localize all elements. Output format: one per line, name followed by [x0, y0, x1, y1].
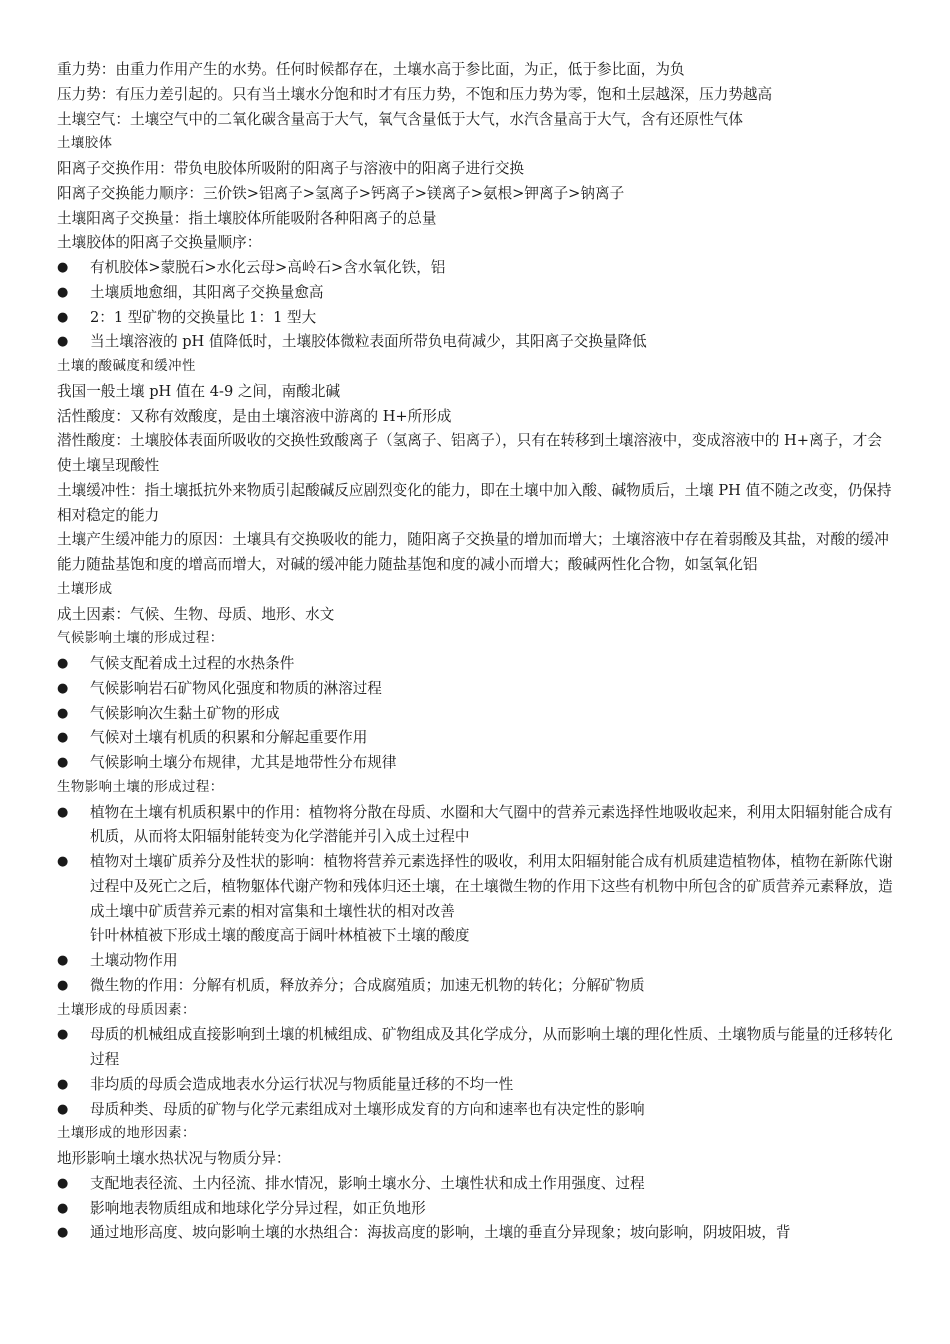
list-item	[57, 850, 895, 949]
bullet-icon: ●	[57, 1101, 69, 1117]
bullet-icon: ●	[57, 680, 69, 696]
list-item-text: 影响地表物质组成和地球化学分异过程，如正负地形	[90, 1199, 426, 1217]
list-item-text: 母质的机械组成直接影响到土壤的机械组成、矿物组成及其化学成分，从而影响土壤的理化性质、土壤物质与能量的迁移转化过程	[90, 1026, 893, 1068]
text-paragraph: 土壤产生缓冲能力的原因：土壤具有交换吸收的能力，随阳离子交换量的增加而增大；土壤溶液中存在着弱酸及其盐，对酸的缓冲能力随盐基饱和度的增高而增大，对碱的缓冲能力随盐基饱和度的减小而增大；酸碱两性化合物，如氢氧化铝	[57, 531, 889, 573]
list-item-text: 植物对土壤矿质养分及性状的影响：植物将营养元素选择性的吸收，利用太阳辐射能合成有机质建造植物体，植物在新陈代谢过程中及死亡之后，植物躯体代谢产物和残体归还土壤，在土壤微生物的作用下这些有机物中所包含的矿质营养元素释放，造成土壤中矿质营养元素的相对富集和土壤性状的相对改善	[90, 853, 893, 920]
list-item	[57, 1172, 895, 1197]
document-body	[57, 58, 895, 1246]
list-item-text: 气候影响岩石矿物风化强度和物质的淋溶过程	[90, 679, 382, 697]
bullet-list	[57, 1023, 895, 1122]
list-item-text: 植物在土壤有机质积累中的作用：植物将分散在母质、水圈和大气圈中的营养元素选择性地吸收起来，利用太阳辐射能合成有机质，从而将太阳辐射能转变为化学潜能并引入成土过程中	[90, 803, 893, 846]
list-item-text: 有机胶体>蒙脱石>水化云母>高岭石>含水氧化铁，铝	[90, 259, 446, 276]
list-item-text: 母质种类、母质的矿物与化学元素组成对土壤形成发育的方向和速率也有决定性的影响	[90, 1100, 645, 1118]
list-item	[57, 1221, 895, 1246]
list-item-text: 微生物的作用：分解有机质，释放养分；合成腐殖质；加速无机物的转化；分解矿物质	[90, 976, 645, 994]
subsection-heading: 土壤形成的地形因素：	[57, 1126, 196, 1142]
list-item	[57, 330, 895, 355]
list-item-text: 土壤质地愈细，其阳离子交换量愈高	[90, 283, 324, 301]
bullet-icon: ●	[57, 309, 69, 325]
list-item	[57, 702, 895, 727]
list-item-text: 气候影响土壤分布规律，尤其是地带性分布规律	[90, 754, 397, 771]
text-line: 阳离子交换能力顺序：三价铁>铝离子>氢离子>钙离子>镁离子>氨根>钾离子>钠离子	[57, 184, 625, 202]
bullet-list	[57, 1172, 895, 1246]
list-item	[57, 1197, 895, 1222]
bullet-icon: ●	[57, 284, 69, 300]
list-item-text: 2：1 型矿物的交换量比 1：1 型大	[90, 308, 317, 326]
list-item	[57, 1023, 895, 1073]
bullet-icon: ●	[57, 656, 69, 671]
bullet-icon: ●	[57, 953, 69, 968]
list-item-text: 支配地表径流、土内径流、排水情况，影响土壤水分、土壤性状和成土作用强度、过程	[90, 1174, 645, 1192]
text-line: 压力势：有压力差引起的。只有当土壤水分饱和时才有压力势，不饱和压力势为零，饱和土层越深，压力势越高	[57, 85, 773, 103]
bullet-icon: ●	[57, 260, 69, 275]
list-item	[57, 1073, 895, 1098]
bullet-icon: ●	[57, 1076, 69, 1092]
list-item	[57, 652, 895, 677]
bullet-icon: ●	[57, 854, 69, 869]
text-line: 阳离子交换作用：带负电胶体所吸附的阳离子与溶液中的阳离子进行交换	[57, 160, 525, 177]
section-heading: 土壤形成	[57, 581, 113, 597]
bullet-icon: ●	[57, 804, 69, 820]
bullet-list	[57, 801, 895, 999]
list-item-text: 当土壤溶液的 pH 值降低时，土壤胶体微粒表面所带负电荷减少，其阳离子交换量降低	[90, 333, 647, 351]
bullet-icon: ●	[57, 1200, 69, 1216]
text-line: 地形影响土壤水热状况与物质分异：	[57, 1150, 291, 1167]
text-paragraph: 潜性酸度：土壤胶体表面所吸收的交换性致酸离子（氢离子、铝离子），只有在转移到土壤溶液中，变成溶液中的 H+离子，才会使土壤呈现酸性	[57, 432, 882, 474]
section-heading: 土壤胶体	[57, 136, 113, 152]
list-item	[57, 726, 895, 751]
text-line: 土壤胶体的阳离子交换量顺序：	[57, 234, 262, 252]
text-line: 土壤阳离子交换量：指土壤胶体所能吸附各种阳离子的总量	[57, 209, 437, 227]
bullet-icon: ●	[57, 730, 69, 746]
subsection-heading: 气候影响土壤的形成过程：	[57, 631, 224, 647]
list-item	[57, 677, 895, 702]
bullet-list	[57, 652, 895, 776]
list-item	[57, 751, 895, 776]
text-line: 成土因素：气候、生物、母质、地形、水文	[57, 605, 335, 623]
text-paragraph: 土壤缓冲性：指土壤抵抗外来物质引起酸碱反应剧烈变化的能力，即在土壤中加入酸、碱物质后，土壤 PH 值不随之改变，仍保持相对稳定的能力	[57, 481, 892, 524]
list-item-text: 气候对土壤有机质的积累和分解起重要作用	[90, 729, 368, 747]
list-item	[57, 306, 895, 331]
text-line: 我国一般土壤 pH 值在 4-9 之间，南酸北碱	[57, 382, 341, 400]
list-item	[57, 974, 895, 999]
list-item-text: 土壤动物作用	[90, 952, 178, 969]
text-line: 土壤空气：土壤空气中的二氧化碳含量高于大气，氧气含量低于大气，水汽含量高于大气，含有还原性气体	[57, 110, 743, 128]
list-item-text: 气候影响次生黏土矿物的形成	[90, 704, 280, 722]
list-item	[57, 949, 895, 974]
bullet-icon: ●	[57, 977, 69, 993]
subsection-heading: 生物影响土壤的形成过程：	[57, 779, 224, 795]
list-item-text: 非均质的母质会造成地表水分运行状况与物质能量迁移的不均一性	[90, 1075, 514, 1093]
list-item	[57, 801, 895, 851]
list-item	[57, 256, 895, 281]
list-item	[57, 1098, 895, 1123]
list-item-text: 通过地形高度、坡向影响土壤的水热组合：海拔高度的影响，土壤的垂直分异现象；坡向影响，阴坡阳坡，背	[90, 1224, 791, 1242]
list-item-continuation: 针叶林植被下形成土壤的酸度高于阔叶林植被下土壤的酸度	[90, 927, 470, 945]
bullet-list	[57, 256, 895, 355]
section-heading: 土壤的酸碱度和缓冲性	[57, 359, 196, 374]
list-item	[57, 281, 895, 306]
text-line: 重力势：由重力作用产生的水势。任何时候都存在，土壤水高于参比面，为正，低于参比面，为负	[57, 61, 685, 78]
bullet-icon: ●	[57, 705, 69, 721]
text-line: 活性酸度：又称有效酸度，是由土壤溶液中游离的 H+所形成	[57, 407, 452, 425]
bullet-icon: ●	[57, 755, 69, 770]
bullet-icon: ●	[57, 1175, 69, 1191]
list-item-text: 气候支配着成土过程的水热条件	[90, 655, 295, 672]
bullet-icon: ●	[57, 1225, 69, 1241]
bullet-icon: ●	[57, 334, 69, 350]
subsection-heading: 土壤形成的母质因素：	[57, 1002, 196, 1018]
bullet-icon: ●	[57, 1027, 69, 1043]
